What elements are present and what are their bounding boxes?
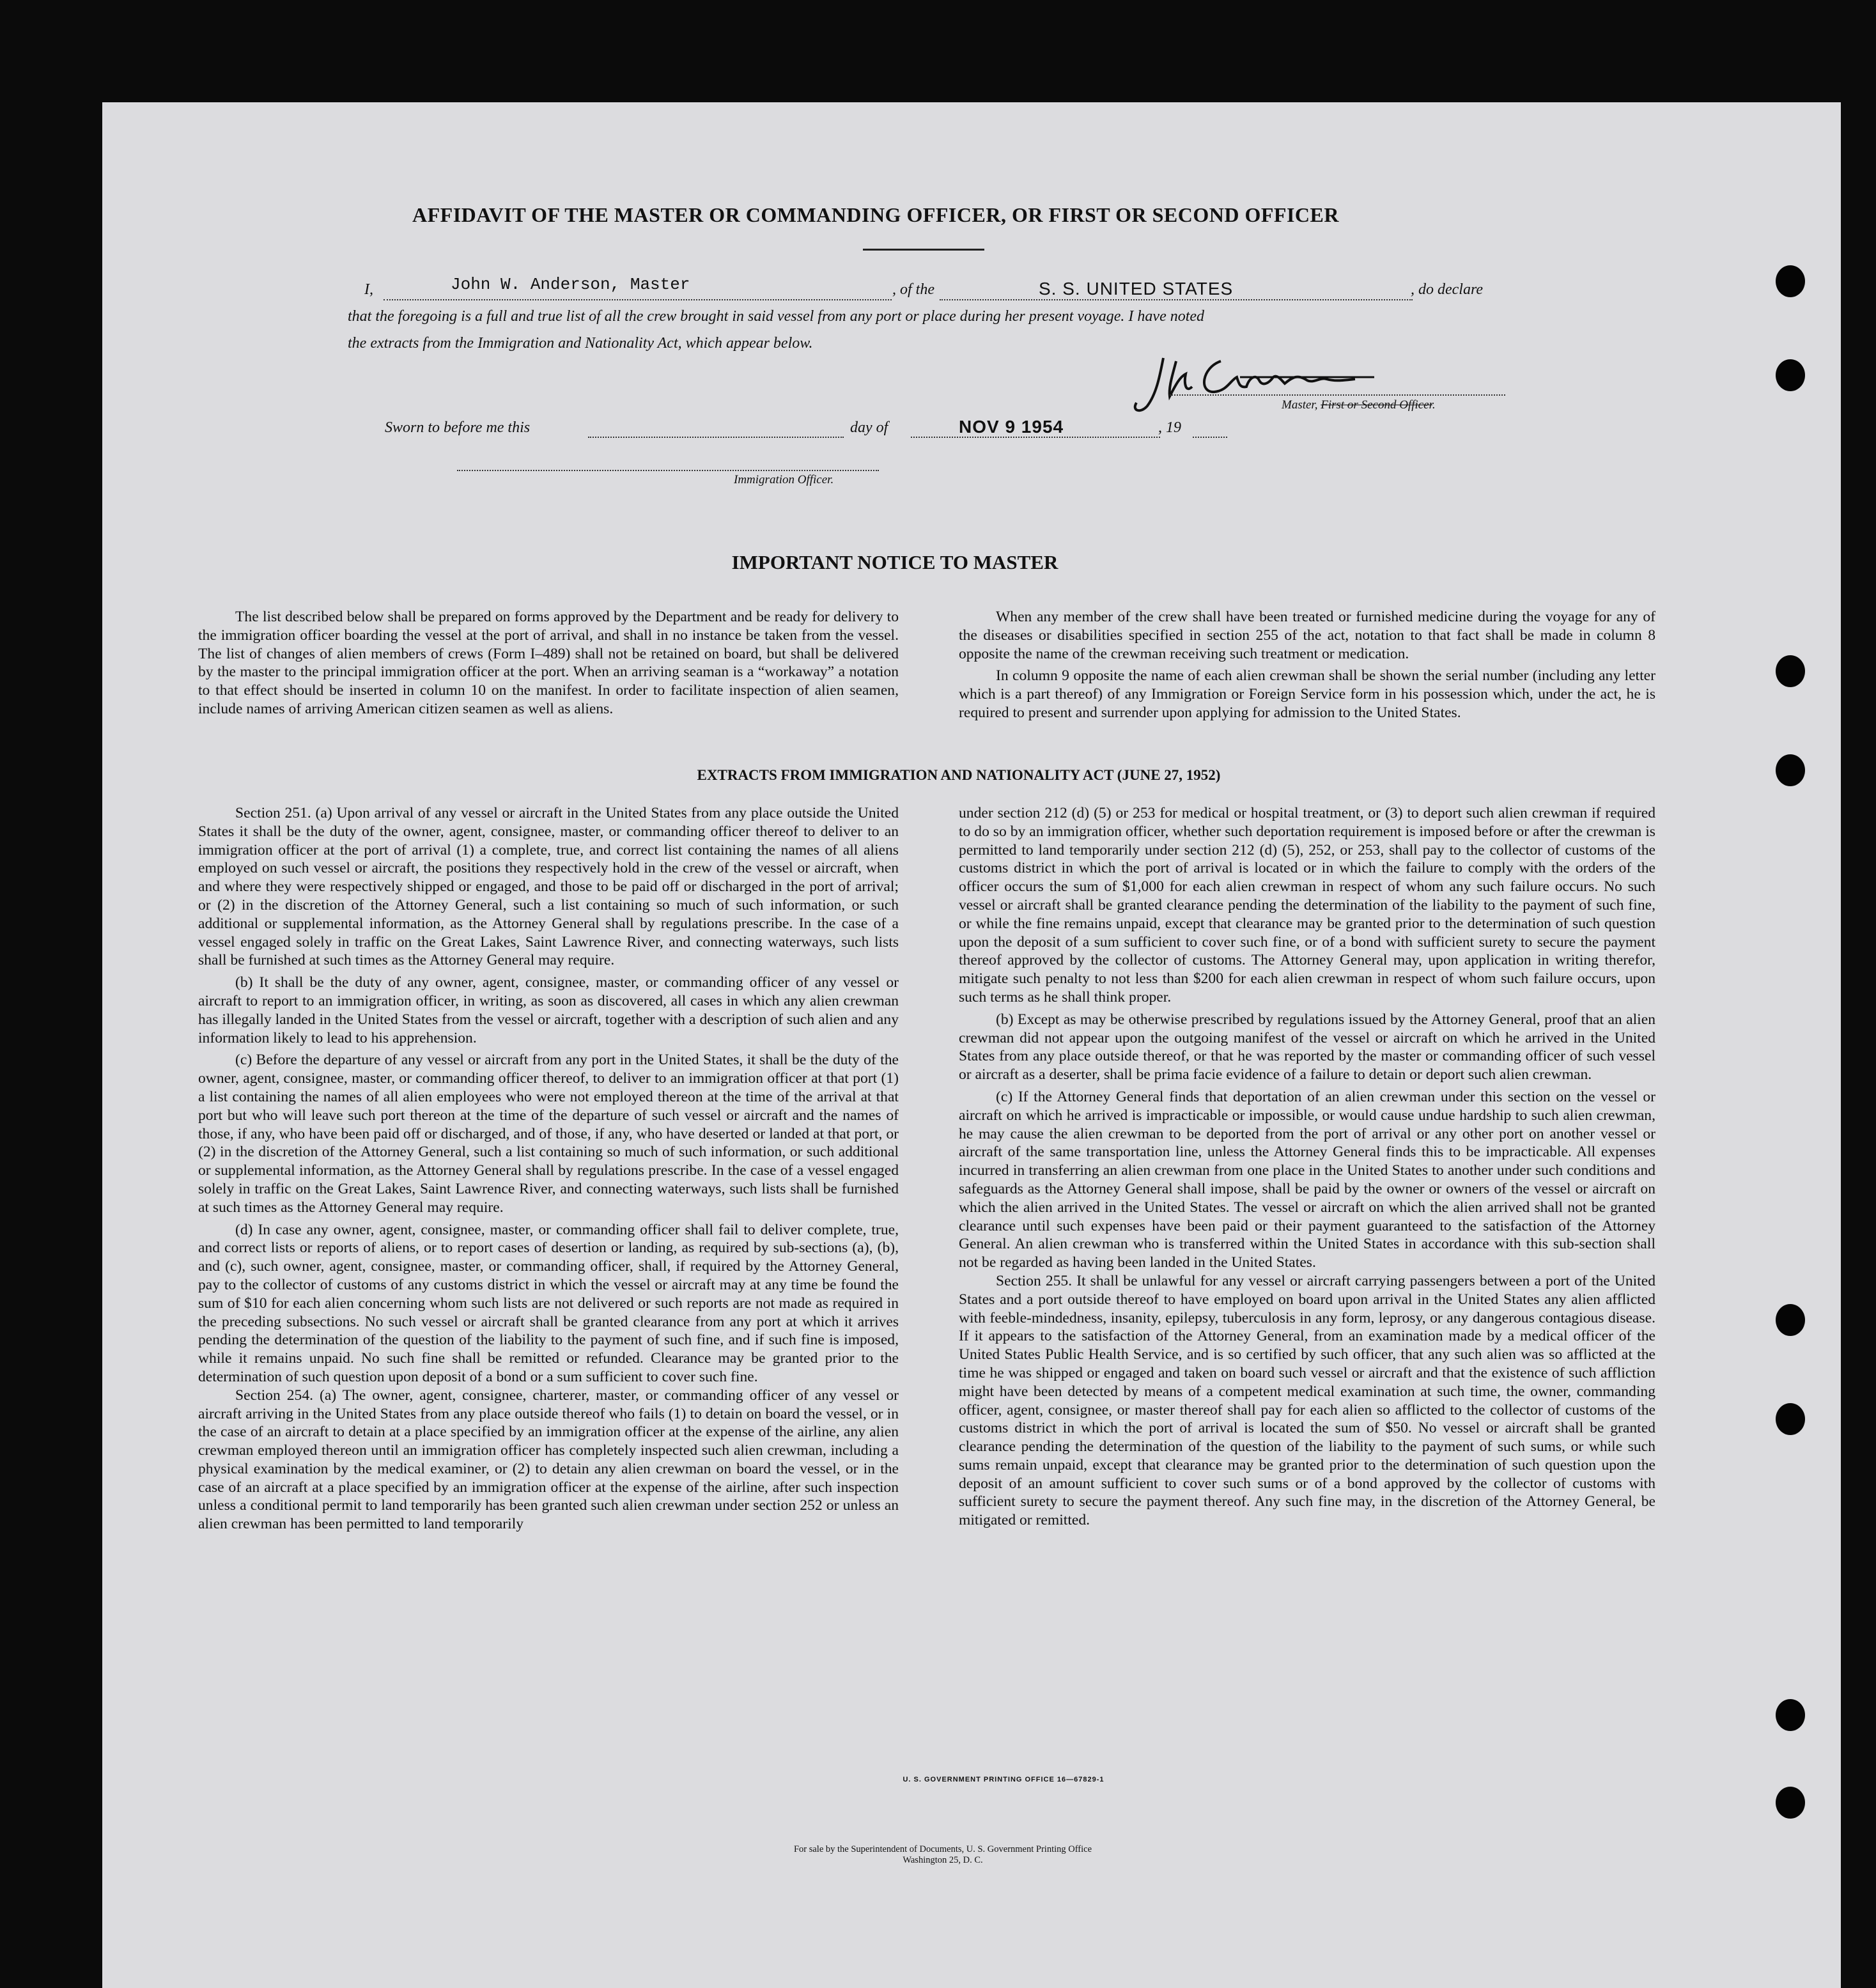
sale-line: For sale by the Superintendent of Documents, U. S. Government Printing Office <box>793 1844 1092 1854</box>
year-line <box>1193 437 1227 438</box>
extract-paragraph: (c) If the Attorney General finds that deportation of an alien crewman under this section on the vessel or aircraft on which he arrived is impracticable or impossible, or would cause undue hardship to such alien crewman, he may cause the alien crewman to be deported from the port of arrival or any other port on another vessel or aircraft of the same transportation line, unless the Attorney General finds this to be impracticable. All expenses incurred in transferring an alien crewman from one place in the United States to another under such conditions and safeguards as the Attorney General shall impose, shall be paid by the owner or owners of the vessel or aircraft on which the alien arrived in the United States. The vessel or aircraft on which the alien arrived shall not be granted clearance until such expenses have been paid or their payment guaranteed to the satisfaction of the Attorney General. An alien crewman who is transferred within the United States in accordance with this sub-section shall not be regarded as having been landed in the United States. <box>959 1088 1655 1271</box>
extract-paragraph: under section 212 (d) (5) or 253 for medical or hospital treatment, or (3) to deport such alien crewman if required to do so by an immigration officer, whether such deportation requirement is imposed before or after the crewman is permitted to land temporarily under section 212 (d) (5), 252, or 253, shall pay to the collector of customs of the customs district in which the port of arrival is located or in which the failure to comply with the orders of the officer occurs the sum of $1,000 for each alien crewman in respect of whom any such failure occurs. No such vessel or aircraft shall be granted clearance pending the determination of the liability to the payment of such fine, or while the fine remains unpaid, except that clearance may be granted prior to the determination of such question upon the deposit of a sum sufficient to cover such fine, or of a bond with sufficient surety to secure the payment thereof approved by the collector of customs. The Attorney General may, upon application in writing therefor, mitigate such penalty to not less than $200 for each alien crewman in respect of whom such failure occurs, upon such terms as he shall think proper. <box>959 805 1655 1006</box>
extract-paragraph: (b) Except as may be otherwise prescribed by regulations issued by the Attorney General, proof that an alien crewman did not appear upon the outgoing manifest of the vessel or aircraft on which he arrived in the United States from any place outside thereof, or that he was reported by the master or commanding officer of such vessel or aircraft as a deserter, shall be prima facie evidence of a failure to detain or deport such alien crewman. <box>959 1011 1655 1083</box>
extract-paragraph: Section 251. (a) Upon arrival of any vessel or aircraft in the United States from any place outside the United States it shall be the duty of the owner, agent, consignee, master, or commanding officer thereof to deliver to an immigration officer at the port of arrival (1) a complete, true, and correct list containing the names of all aliens employed on such vessel or aircraft, the positions they respectively hold in the crew of the vessel or aircraft, when and where they were respectively shipped or engaged, and those to be paid off or discharged in the port of arrival; or (2) in the discretion of the Attorney General, such a list containing so much of such information, or such additional or supplemental information, as the Attorney General shall by regulations prescribe. In the case of a vessel engaged solely in traffic on the Great Lakes, Saint Lawrence River, and connecting waterways, such lists shall be furnished at such times as the Attorney General may require. <box>198 805 899 969</box>
date-stamp: NOV 9 1954 <box>959 417 1064 437</box>
punch-hole <box>1776 1403 1805 1435</box>
extract-paragraph: (d) In case any owner, agent, consignee, master, or commanding officer shall fail to deliver complete, true, and correct lists or reports of aliens, or to report cases of desertion or landing, as required by sub-sections (a), (b), and (c), such owner, agent, consignee, master, or commanding officer, shall, if required by the Attorney General, pay to the collector of customs of any customs district in which the vessel or aircraft may at any time be found the sum of $10 for each alien concerning whom such lists are not delivered or such reports are not made as required in the preceding subsections. No such vessel or aircraft shall be granted clearance from any port at which it arrives pending the determination of the question of the liability to the payment of such fine, and if such fine is imposed, while it remains unpaid. No such fine shall be remitted or refunded. Clearance may be granted prior to the determination of such question upon deposit of a bond or a sum sufficient to cover such fine. <box>198 1221 899 1385</box>
notice-left-column <box>198 608 899 718</box>
punch-hole <box>1776 1787 1805 1819</box>
master-signature <box>1125 348 1445 425</box>
signature-line <box>1170 394 1505 396</box>
notice-left-paragraph: The list described below shall be prepared on forms approved by the Department and be ready for delivery to the immigration officer boarding the vessel at the port of arrival, and shall in no instance be taken from the vessel. The list of changes of alien members of crews (Form I–489) shall not be retained on board, but shall be delivered by the master to the principal immigration officer at the port. When an arriving seaman is a “workaway” a notation to that effect should be inserted in column 10 on the manifest. In order to facilitate inspection of alien seamen, include names of arriving American citizen seamen as well as aliens. <box>198 609 899 717</box>
sale-notice <box>639 1844 1246 1866</box>
sale-line: Washington 25, D. C. <box>903 1855 983 1865</box>
punch-hole <box>1776 1304 1805 1336</box>
extracts-title: EXTRACTS FROM IMMIGRATION AND NATIONALITY ACT (JUNE 27, 1952) <box>697 767 1221 783</box>
punch-hole <box>1776 265 1805 297</box>
notice-right-paragraph: When any member of the crew shall have been treated or furnished medicine during the voyage for any of the diseases or disabilities specified in section 255 of the act, notation to that fact shall be made in column 8 opposite the name of the crewman receiving such treatment or medication. <box>959 609 1655 662</box>
declaration-do-declare: , do declare <box>1411 281 1484 298</box>
name-line <box>384 299 892 300</box>
affidavit-title: AFFIDAVIT OF THE MASTER OR COMMANDING OFFICER, OR FIRST OR SECOND OFFICER <box>412 203 1339 226</box>
day-of-label: day of <box>850 419 888 436</box>
declaration-line-2: that the foregoing is a full and true list of all the crew brought in said vessel from any port or place during her present voyage. I have noted <box>348 308 1205 325</box>
notice-right-paragraph: In column 9 opposite the name of each alien crewman shall be shown the serial number (including any letter which is a part thereof) of any Immigration or Foreign Service form in his possession which, under the act, he is required to present and surrender upon applying for admission to the United States. <box>959 667 1655 721</box>
extract-paragraph: (c) Before the departure of any vessel or aircraft from any port in the United States, it shall be the duty of the owner, agent, consignee, master, or commanding officer thereof, to deliver to an immigration officer at that port (1) a list containing the names of all alien employees who were not employed thereon at the time of the arrival at that port but who will leave such port thereon at the time of the departure of such vessel or aircraft and the names of those, if any, who have been paid off or discharged, and of those, if any, who have deserted or landed at that port, or (2) in the discretion of the Attorney General, such a list containing so much of such information, or such additional or supplemental information, as the Attorney General shall by regulations prescribe. In the case of a vessel engaged solely in traffic on the Great Lakes, Saint Lawrence River, and connecting waterways, such lists shall be furnished at such times as the Attorney General may require. <box>198 1052 899 1216</box>
declaration-line-3: the extracts from the Immigration and Nationality Act, which appear below. <box>348 335 813 352</box>
title-rule <box>863 249 984 251</box>
extract-paragraph: Section 255. It shall be unlawful for any vessel or aircraft carrying passengers between a port of the United States and a port outside thereof to have employed on board upon arrival in the United States any alien afflicted with feeble-mindedness, insanity, epilepsy, tuberculosis in any form, leprosy, or any dangerous contagious disease. If it appears to the satisfaction of the Attorney General, from an examination made by a medical officer of the United States Public Health Service, and is so certified by such officer, that any such alien was so afflicted at the time he was shipped or engaged and taken on board such vessel or aircraft and that the existence of such affliction might have been detected by means of a competent medical examination at such time, the owner, commanding officer, agent, consignee, or master thereof shall pay for each alien so afflicted to the collector of customs of the customs district in which the port of arrival is located the sum of $50. No vessel or aircraft shall be granted clearance pending the determination of the question of the liability to the payment of such sums, or while such sums remain unpaid, except that clearance may be granted prior to the determination of such question upon the deposit of an amount sufficient to cover such sums or of a bond approved by the collector of customs with sufficient surety to secure the payment thereof. Any such fine may, in the discretion of the Attorney General, be mitigated or remitted. <box>959 1272 1655 1529</box>
declaration-i: I, <box>364 281 373 298</box>
sworn-label: Sworn to before me this <box>385 419 531 436</box>
extracts-right-column <box>959 804 1655 1530</box>
extract-paragraph: Section 254. (a) The owner, agent, consignee, charterer, master, or commanding officer of any vessel or aircraft arriving in the United States from any place outside thereof who fails (1) to detain on board the vessel, or in the case of an aircraft to detain at a place specified by an immigration officer at the expense of the airline, any alien crewman employed thereon until an immigration officer has completely inspected such alien crewman, including a physical examination by the medical examiner, or (2) to detain any alien crewman on board the vessel, or in the case of an aircraft at a place specified by an immigration officer at the expense of the airline, after such inspection unless a conditional permit to land temporarily has been granted such alien crewman under section 252 or unless an alien crewman has been permitted to land temporarily <box>198 1386 899 1533</box>
immigration-officer-label: Immigration Officer. <box>734 473 834 486</box>
punch-hole <box>1776 754 1805 786</box>
master-name: John W. Anderson, Master <box>451 275 690 294</box>
sworn-day-line <box>588 437 844 438</box>
vessel-name: S. S. UNITED STATES <box>1039 279 1234 299</box>
notice-title: IMPORTANT NOTICE TO MASTER <box>731 551 1058 573</box>
vessel-line <box>940 299 1413 300</box>
printing-code: U. S. GOVERNMENT PRINTING OFFICE 16—67829-1 <box>903 1776 1105 1783</box>
officer-label: Master, First or Second Officer. <box>1282 398 1436 412</box>
notice-right-column <box>959 608 1655 722</box>
punch-hole <box>1776 359 1805 391</box>
year-prefix: , 19 <box>1158 419 1181 436</box>
declaration-of-the: , of the <box>892 281 934 298</box>
punch-hole <box>1776 655 1805 687</box>
immigration-officer-line <box>457 470 879 471</box>
extract-paragraph: (b) It shall be the duty of any owner, agent, consignee, master, or commanding officer of any vessel or aircraft to report to an immigration officer, in writing, as soon as discovered, all cases in which any alien crewman has illegally landed in the United States from the vessel or aircraft, together with a description of such alien and any information likely to lead to his apprehension. <box>198 974 899 1046</box>
punch-hole <box>1776 1699 1805 1731</box>
extracts-left-column <box>198 804 899 1534</box>
